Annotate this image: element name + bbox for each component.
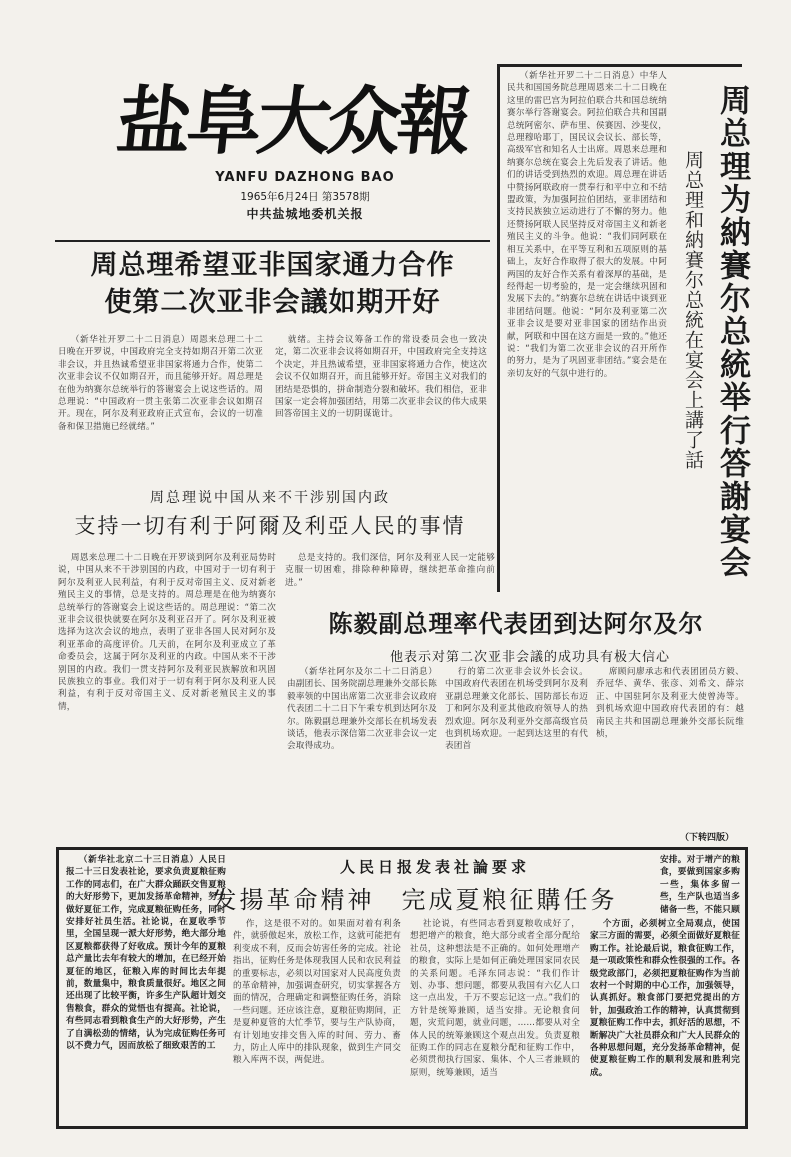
masthead-date-issue: 1965年6月24日 第3578期 — [240, 191, 370, 203]
main-headline-2: 使第二次亚非会議如期开好 — [104, 287, 441, 318]
editorial-col-b: 社论说，有些同志看到夏粮收成好了，想把增产的粮食，绝大部分或者全部分配给社员，这种想法是不正确的。如何处理增产的粮食，实际上是如何正确处理国家同农民的关系问题。毛泽东同志说：“我们作计划、办事、想问题，都要从我国有六亿人口这一点出发，千万不要忘记这一点。”我们的方针是统筹兼顾，适当安排。无论粮食问题，灾荒问题，就业问题，……都要从对全体人民的统筹兼顾这个观点出发。负责夏粮征购工作的同志在夏粮分配和征购工作中，必须贯彻执行国家、集体、个人三者兼顾的原则，统筹兼顾，适当 — [410, 919, 580, 1078]
main-headline-1: 周总理希望亚非国家通力合作 — [90, 250, 455, 281]
chenyi-col-1: （新华社阿尔及尔二十二日消息）由副团长、国务院副总理兼外交部长陈毅率领的中国出席第二次亚非会议政府代表团二十二日下午乘专机到达阿尔及尔。陈毅副总理兼外交部长在机场发表谈话，他表示深信第二次亚非会议一定会取得成功。 — [287, 667, 437, 752]
chenyi-col-2: 行的第二次亚非会议外长会议。中国政府代表团在机场受到阿尔及利亚副总理兼文化部长、国防部长布迈丁和阿尔及利亚其他政府领导人的热烈欢迎。阿尔及利亚外交部高级官员也到机场欢迎。一起到达这里的有代表团首 — [445, 667, 588, 752]
editorial-col-c: 个方面，必须树立全局观点，使国家三方面的需要，必须全面做好夏粮征购工作。社论最后说，粮食征购工作，是一项政策性和群众性很强的工作。各级党政部门，必须把夏粮征购作为当前农村一个时期的中心工作，加强领导，认真抓好。粮食部门要把党提出的方针，加强政治工作的精神，认真贯彻到夏粮征购工作中去，抓好活的思想，不断解决广大社员群众和广大人民群众的各种思想问题，充分发扬革命精神，促使夏粮征购工作的顺利发展和胜利完成。 — [590, 919, 740, 1078]
interference-kicker: 周总理说中国从来不干涉别国内政 — [150, 490, 390, 506]
interference-col-2: 总是支持的。我们深信，阿尔及利亚人民一定能够克服一切困难，排除种种障碍，继续把革命推向前进。” — [285, 553, 495, 588]
main-col-2: 就绪。主持会议筹备工作的常设委员会也一致决定，第二次亚非会议将如期召开，中国政府完全支持这个决定，并且热诚希望，亚非国家将通力合作，使这次会议不仅如期召开，而且能够开好。帝国主义对我们的团结是恐惧的，拼命制造分裂和破坏。我们相信，亚非国家一定会将加强团结，用第二次亚非会议的伟大成果回答帝国主义的一切阴谋诡计。 — [275, 335, 487, 420]
chenyi-headline: 陈毅副总理率代表团到达阿尔及尔 — [328, 610, 704, 638]
chenyi-continued: （下转四版） — [680, 833, 735, 843]
banquet-subhead: 周总理和納賽尔总統在宴会上講了話 — [682, 150, 704, 470]
masthead-publisher: 中共盐城地委机关报 — [246, 207, 364, 221]
banquet-body: （新华社开罗二十二日消息）中华人民共和国国务院总理周恩来二十二日晚在这里的雷巴宫为阿拉伯联合共和国总统纳赛尔举行答谢宴会。阿拉伯联合共和国副总统阿密尔、萨布里、侯赛因、沙斐仪，总理穆哈耶丁，国民议会议长、部长等，高级军官和知名人士出席。周恩来总理和纳赛尔总统在宴会上先后发表了讲话。他们的讲话受到热烈的欢迎。周总理在讲话中赞扬阿联政府一贯奉行和平中立和不结盟政策，为加强阿拉伯团结，亚非团结和支持民族独立运动进行了不懈的努力。他还赞扬阿联人民坚持反对帝国主义和新老殖民主义的斗争。他说：“我们同阿联在相互关系中，在平等互利和五项原则的基础上，友好合作取得了很大的发展。中阿两国的友好合作关系有着深厚的基础，是经得起一切考验的，是一定会继续巩固和发展下去的。”纳赛尔总统在讲话中谈到亚非团结问题。他说：“阿尔及利亚第二次亚非会议是要对亚非国家的团结作出贡献，阿联和中国在这方面是一致的。”他还说：“我们为第二次亚非会议的召开所作的努力，是为了巩固亚非团结。”宴会是在亲切友好的气氛中进行的。 — [507, 71, 667, 379]
masthead — [95, 78, 490, 238]
banquet-headline: 周总理为納賽尔总統举行答謝宴会 — [714, 84, 750, 579]
banquet-box-top-rule — [497, 64, 742, 67]
interference-col-1: 周恩来总理二十二日晚在开罗谈到阿尔及利亚局势时说，中国从来不干涉别国的内政，中国对于一切有利于阿尔及利亚人民利益，有利于反对帝国主义、反对新老殖民主义的事情，总是支持的。周总理是在他为纳赛尔总统举行的答谢宴会上说这些话的。周总理说：“第二次亚非会议很快就要在阿尔及利亚召开了。阿尔及利亚被选择为这次会议的地点，表明了亚非各国人民对阿尔及利亚革命的高度评价。几天前，在阿尔及利亚成立了革命委员会，这属于阿尔及利亚的内政。中国从来不干涉别国的内政。我们一贯支持阿尔及利亚民族解放和巩固民族独立的事业。我们对于一切有利于阿尔及利亚人民利益，有利于反对帝国主义、反对新老殖民主义的事情， — [58, 553, 276, 712]
main-headline-top-rule — [55, 240, 490, 242]
chenyi-subhead: 他表示对第二次亚非会議的成功具有极大信心 — [389, 650, 670, 665]
banquet-box-left-rule — [497, 64, 500, 592]
editorial-col-d: 安排。对于增产的粮食，要做到国家多购一些，集体多留一些，生产队也适当多储备一些，不能只顾 — [660, 855, 740, 915]
editorial-lead: （新华社北京二十三日消息）人民日报二十三日发表社论，要求负责夏粮征购工作的同志们，在广大群众踊跃交售夏粮的大好形势下，更加发扬革命精神，努力做好夏征工作，完成夏粮征购任务，同时安排好社员生活。社论说，在夏收季节里，全国呈现一派大好形势，绝大部分地区夏粮都获得了好收成。预计今年的夏粮总产量比去年有较大的增加，在已经开始夏征的地区，征粮入库的时间比去年提前，数量集中，粮食质量很好。地区之间还出现了比较平衡，许多生产队超计划交售粮食，群众的觉悟也有提高。社论说，有些同志看到粮食生产的大好形势，产生了自满松劲的情绪，认为完成征购任务可以不费力气，因而放松了细致艰苦的工 — [66, 855, 226, 1052]
editorial-kicker: 人民日报发表社論要求 — [339, 858, 530, 876]
interference-headline: 支持一切有利于阿爾及利亞人民的事情 — [74, 514, 466, 538]
editorial-headline: 发揚革命精神 完成夏粮征購任务 — [212, 886, 618, 914]
chenyi-col-3: 席顾问廖承志和代表团团员方毅、乔冠华、黄华、张彦、刘希文、薛宗正、中国驻阿尔及利亚大使曾涛等。到机场欢迎中国政府代表团的有：越南民主共和国副总理兼外交部长阮维桢， — [596, 667, 744, 740]
masthead-title: 盐阜大众報 — [112, 79, 473, 165]
masthead-pinyin: YANFU DAZHONG BAO — [215, 170, 395, 185]
main-col-1: （新华社开罗二十二日消息）周恩来总理二十二日晚在开罗说，中国政府完全支持如期召开第二次亚非会议，并且热诚希望亚非国家将通力合作，使第二次亚非会议不仅如期召开，而且能够开好。周总理是在他为纳赛尔总统举行的答谢宴会上说这些话的。周总理说：“中国政府一贯主张第二次亚非会议如期召开。现在，阿尔及利亚政府正式宣布，会议的一切准备和保卫措施已经就绪。” — [58, 335, 263, 432]
editorial-col-a: 作，这是很不对的。如果面对着有利条件，就骄傲起来，放松工作，这就可能把有利变成不利，反而会妨害任务的完成。社论指出，征购任务是体现我国人民和农民利益的重要标志，必须以对国家对人民高度负责的革命精神，加强调查研究，切实掌握各方面的情况，合理确定和调整征购任务，消除一些问题。还应该注意，夏粮征购期间，正是夏种夏管的大忙季节，要与生产队协商，有计划地安排交售入库的时间、劳力、畜力，防止人库中的排队现象，做到生产同交粮入库两不误，两促进。 — [233, 919, 401, 1066]
